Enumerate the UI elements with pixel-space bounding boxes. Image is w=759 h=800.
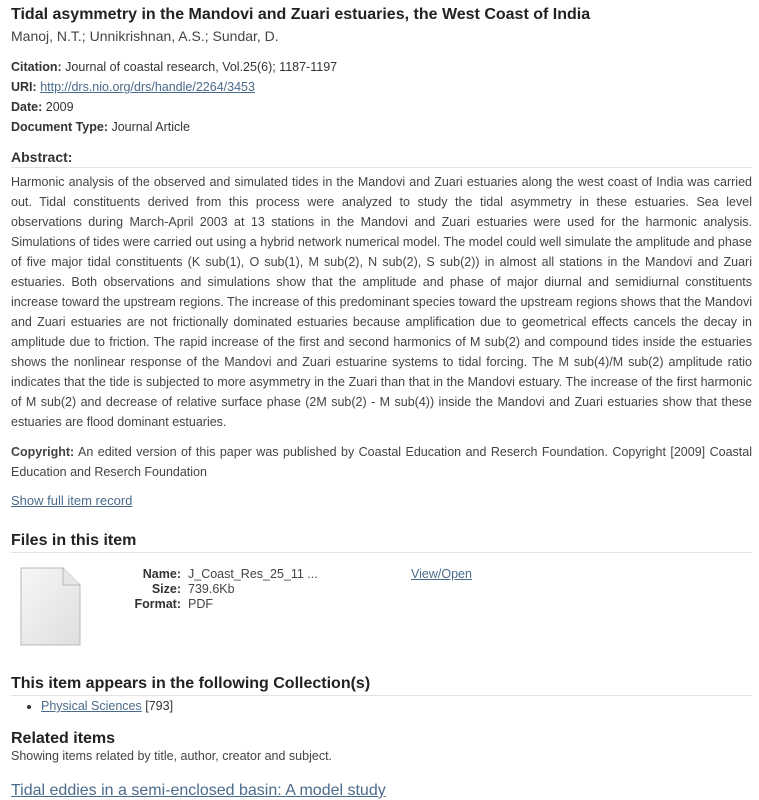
uri-row — [11, 79, 255, 95]
files-heading: Files in this item — [11, 532, 752, 553]
citation-row — [11, 59, 337, 75]
date-label: Date: — [11, 100, 43, 114]
copyright-text: An edited version of this paper was published by Coastal Education and Reserch Foundation. Copyright [2009] Coastal Education and Reserch Foundation — [11, 445, 752, 479]
file-format-label: Format: — [134, 597, 181, 611]
related-heading: Related items — [11, 730, 116, 747]
collection-link[interactable]: Physical Sciences — [41, 699, 142, 713]
file-name-label: Name: — [142, 567, 181, 581]
abstract-text: Harmonic analysis of the observed and simulated tides in the Mandovi and Zuari estuaries along the west coast of India was carried out. Tidal constituents derived from this process were analyzed to study the tidal asymmetry in these estuaries. Sea level observations during March-April 2003 at 13 stations in the Mandovi and Zuari estuaries were used for the harmonic analysis. Simulations of tides were carried out using a hybrid network numerical model. The model could well simulate the amplitude and phase of five major tidal constituents (K sub(1), O sub(1), M sub(2), N sub(2), S sub(2)) in almost all stations in the Mandovi and Zuari estuaries. Both observations and simulations show that the amplitude and phase of major diurnal and semidiurnal constituents increase toward the upstream regions. The increase of this predominant species toward the upstream regions shows that the Mandovi and Zuari estuaries are not frictionally dominated estuaries because amplification due to geometrical effects cancels the decay in amplitude due to friction. The rapid increase of the first and second harmonics of M sub(2) and compound tides inside the estuaries shows the nonlinear response of the Mandovi and Zuari estuarine systems to tidal forcing. The M sub(4)/M sub(2) amplitude ratio indicates that the tide is subjected to more asymmetry in the Zuari than that in the Mandovi estuary. The increase of the first harmonic of M sub(2) and decrease of relative surface phase (2M sub(2) - M sub(4)) inside the Mandovi and Zuari estuaries show that these estuaries are flood dominant estuaries. — [11, 175, 752, 429]
abstract-heading: Abstract: — [11, 149, 752, 168]
item-authors: Manoj, N.T.; Unnikrishnan, A.S.; Sundar, D. — [11, 28, 279, 44]
file-name-value: J_Coast_Res_25_11 ... — [188, 567, 318, 581]
uri-link[interactable]: http://drs.nio.org/drs/handle/2264/3453 — [40, 80, 255, 94]
document-icon — [19, 567, 81, 647]
file-size-label: Size: — [151, 582, 181, 596]
collection-count: [793] — [145, 699, 174, 713]
file-thumbnail[interactable] — [19, 567, 81, 647]
collections-heading: This item appears in the following Collection(s) — [11, 675, 752, 696]
citation-value: Journal of coastal research, Vol.25(6); 1187-1197 — [65, 60, 338, 74]
file-format-value: PDF — [188, 597, 213, 611]
copyright-label: Copyright: — [11, 445, 75, 459]
related-item-link[interactable]: Tidal eddies in a semi-enclosed basin: A model study — [11, 782, 386, 799]
date-value: 2009 — [45, 100, 74, 114]
item-title: Tidal asymmetry in the Mandovi and Zuari estuaries, the West Coast of India — [11, 6, 591, 23]
doctype-value: Journal Article — [111, 120, 190, 134]
show-full-record-link[interactable]: Show full item record — [11, 493, 133, 508]
date-row — [11, 99, 74, 115]
uri-label: URI: — [11, 80, 37, 94]
file-values — [188, 567, 318, 612]
collection-item — [41, 699, 173, 713]
copyright-block — [11, 442, 752, 482]
view-open-link[interactable]: View/Open — [411, 567, 472, 581]
file-size-value: 739.6Kb — [188, 582, 235, 596]
doctype-label: Document Type: — [11, 120, 108, 134]
citation-label: Citation: — [11, 60, 62, 74]
file-labels — [126, 567, 181, 612]
collections-list — [11, 699, 173, 713]
related-subtitle: Showing items related by title, author, creator and subject. — [11, 749, 333, 763]
doctype-row — [11, 119, 190, 135]
